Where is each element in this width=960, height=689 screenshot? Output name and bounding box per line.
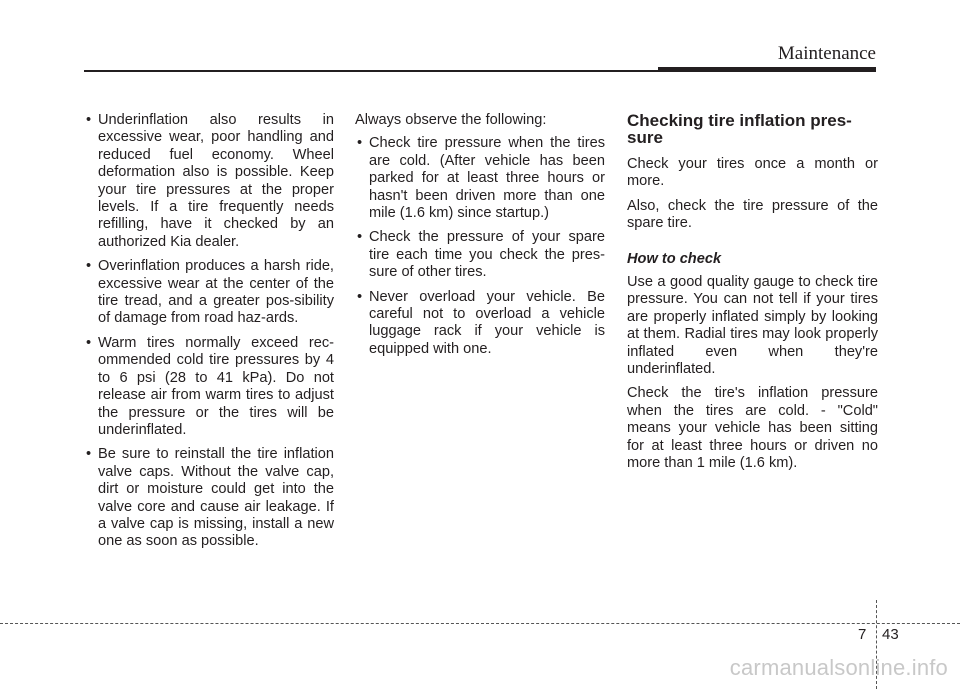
paragraph-monthly: Check your tires once a month or more. bbox=[627, 156, 878, 190]
column-1 bbox=[84, 112, 334, 558]
bullet-check-cold: • Check tire pressure when the tires are cold. (After vehicle has been parked for at least three hours or hasn't been driven more than one mile (1.6 km) since startup.) bbox=[355, 135, 605, 222]
paragraph-cold-definition: Check the tire's inflation pressure when the tires are cold. - "Cold" means your vehicle has been sitting for at least three hours or driven no more than 1 mile (1.6 km). bbox=[627, 385, 878, 472]
bullet-never-overload: • Never overload your vehicle. Be careful not to overload a vehicle luggage rack if your vehicle is equipped with one. bbox=[355, 289, 605, 359]
bullet-overinflation: • Overinflation produces a harsh ride, excessive wear at the center of the tire tread, and a greater pos-sibility of damage from road haz-ards. bbox=[84, 258, 334, 328]
observe-intro: Always observe the following: bbox=[355, 112, 547, 128]
bullet-underinflation: • Underinflation also results in excessive wear, poor handling and reduced fuel economy. Wheel deformation also is possible. Keep your tire pressures at the proper levels. If a tire frequently needs refilling, have it checked by an authorized Kia dealer. bbox=[84, 112, 334, 251]
footer-rule bbox=[0, 623, 960, 624]
header-rule-thin bbox=[84, 70, 658, 72]
how-to-check-subheading: How to check bbox=[627, 250, 722, 267]
column-3 bbox=[627, 112, 878, 480]
section-title: Maintenance bbox=[777, 43, 876, 64]
paragraph-gauge: Use a good quality gauge to check tire pressure. You can not tell if your tires are properly inflated simply by looking at them. Radial tires may look properly inflated even when they're underinflated. bbox=[627, 274, 878, 378]
page-number: 43 bbox=[882, 626, 899, 643]
paragraph-spare: Also, check the tire pressure of the spare tire. bbox=[627, 197, 878, 232]
bullet-valve-caps: • Be sure to reinstall the tire inflation valve caps. Without the valve cap, dirt or moisture could get into the valve core and cause air leakage. If a valve cap is missing, install a new one as soon as possible. bbox=[84, 446, 334, 550]
checking-pressure-heading: Checking tire inflation pres-sure bbox=[627, 111, 852, 147]
column-2 bbox=[355, 112, 605, 365]
watermark: carmanualsonline.info bbox=[729, 655, 948, 680]
header-rule-thick bbox=[658, 67, 876, 72]
bullet-warm-tires: • Warm tires normally exceed rec-ommended cold tire pressures by 4 to 6 psi (28 to 41 kPa). Do not release air from warm tires to adjust the pressure or the tires will be underinflated. bbox=[84, 335, 334, 439]
column-2-bullet-list bbox=[355, 135, 605, 358]
column-1-bullet-list bbox=[84, 112, 334, 551]
chapter-number: 7 bbox=[858, 626, 867, 643]
bullet-check-spare: • Check the pressure of your spare tire each time you check the pres-sure of other tires. bbox=[355, 229, 605, 281]
